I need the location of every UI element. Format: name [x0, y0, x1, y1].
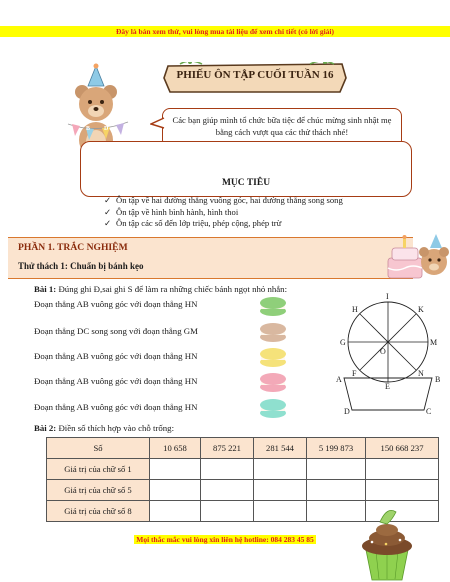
macaron-top-shell — [260, 399, 286, 411]
answer-cell[interactable] — [150, 480, 201, 501]
label-k: K — [418, 305, 424, 314]
label-b: B — [435, 375, 441, 384]
macaron-top-shell — [260, 323, 286, 335]
exercise-1-instruction: Bài 1: Đúng ghi Đ,sai ghi S để làm ra những chiếc bánh ngọt nhỏ nhắn: — [34, 284, 288, 294]
answer-macaron-2[interactable] — [258, 321, 288, 343]
table-number: 5 199 873 — [307, 438, 366, 459]
label-c: C — [426, 407, 432, 416]
exercise-2-instruction: Bài 2: Điền số thích hợp vào chỗ trống: — [34, 423, 175, 433]
answer-cell[interactable] — [307, 480, 366, 501]
answer-cell[interactable] — [201, 459, 254, 480]
label-e: E — [385, 382, 390, 391]
label-f: F — [352, 369, 357, 378]
label-o: O — [380, 347, 386, 356]
label-g: G — [340, 338, 346, 347]
checkmark-icon: ✓ — [104, 195, 112, 205]
banner-letter-b: B — [86, 126, 91, 132]
answer-cell[interactable] — [366, 480, 439, 501]
cake-bear-illustration — [384, 232, 450, 284]
answer-cell[interactable] — [254, 480, 307, 501]
table-number: 281 544 — [254, 438, 307, 459]
answer-macaron-5[interactable] — [258, 397, 288, 419]
table-header-label: Số — [47, 438, 150, 459]
answer-cell[interactable] — [254, 501, 307, 522]
table-row — [47, 480, 439, 501]
objectives-box — [80, 141, 412, 197]
challenge-title: Thử thách 1: Chuẩn bị bánh kẹo — [18, 261, 144, 271]
section-title: PHẦN 1. TRẮC NGHIỆM — [18, 242, 128, 253]
row-label: Giá trị của chữ số 1 — [47, 459, 150, 480]
hotline-notice: Mọi thắc mắc vui lòng xin liên hệ hotline: 084 283 45 85 — [136, 535, 314, 544]
statement-2: Đoạn thẳng DC song song với đoạn thẳng GM — [34, 326, 198, 336]
speech-bubble-tail — [150, 116, 166, 130]
row-label: Giá trị của chữ số 8 — [47, 501, 150, 522]
label-h: H — [352, 305, 358, 314]
macaron-top-shell — [260, 348, 286, 360]
checkmark-icon: ✓ — [104, 218, 112, 228]
statement-3: Đoạn thẳng AB vuông góc với đoạn thẳng HN — [34, 351, 198, 361]
speech-bubble-text: Các bạn giúp mình tổ chức bữa tiệc để chúc mừng sinh nhật mẹ bằng cách vượt qua các thử thách nhé! — [172, 115, 392, 137]
objectives-list — [104, 195, 343, 230]
banner-letter-d: D — [104, 126, 109, 132]
answer-macaron-4[interactable] — [258, 371, 288, 393]
objectives-title: MỤC TIÊU — [221, 178, 271, 188]
table-number: 10 658 — [150, 438, 201, 459]
macaron-top-shell — [260, 297, 286, 309]
label-m: M — [430, 338, 438, 347]
objective-item: ✓ Ôn tập về hình bình hành, hình thoi — [104, 206, 239, 217]
answer-cell[interactable] — [150, 459, 201, 480]
answer-cell[interactable] — [254, 459, 307, 480]
label-n: N — [418, 369, 424, 378]
objective-item: ✓ Ôn tập các số đến lớp triệu, phép cộng, phép trừ — [104, 218, 282, 228]
answer-cell[interactable] — [201, 501, 254, 522]
answer-cell[interactable] — [150, 501, 201, 522]
row-label: Giá trị của chữ số 5 — [47, 480, 150, 501]
table-number: 875 221 — [201, 438, 254, 459]
table-header-row — [47, 438, 439, 459]
answer-cell[interactable] — [307, 459, 366, 480]
table-number: 150 668 237 — [366, 438, 439, 459]
label-a: A — [336, 375, 342, 384]
table-row — [47, 459, 439, 480]
label-i: I — [386, 292, 389, 301]
geometry-figure — [332, 292, 448, 420]
label-d: D — [344, 407, 350, 416]
answer-macaron-1[interactable] — [258, 295, 288, 317]
answer-macaron-3[interactable] — [258, 346, 288, 368]
macaron-top-shell — [260, 373, 286, 385]
worksheet-title: PHIẾU ÔN TẬP CUỐI TUẦN 16 — [176, 69, 334, 81]
preview-notice: Đây là bản xem thử, vui lòng mua tài liệu để xem chi tiết (có lời giải) — [0, 26, 450, 37]
answer-cell[interactable] — [201, 480, 254, 501]
statement-5: Đoạn thẳng AB vuông góc với đoạn thẳng HN — [34, 402, 198, 412]
answer-cell[interactable] — [366, 459, 439, 480]
statement-1: Đoạn thẳng AB vuông góc với đoạn thẳng HN — [34, 299, 198, 309]
objective-item: ✓ Ôn tập về hai đường thẳng vuông góc, hai đường thẳng song song — [104, 195, 343, 205]
statement-4: Đoạn thẳng AB vuông góc với đoạn thẳng HN — [34, 376, 198, 386]
checkmark-icon: ✓ — [104, 206, 112, 217]
